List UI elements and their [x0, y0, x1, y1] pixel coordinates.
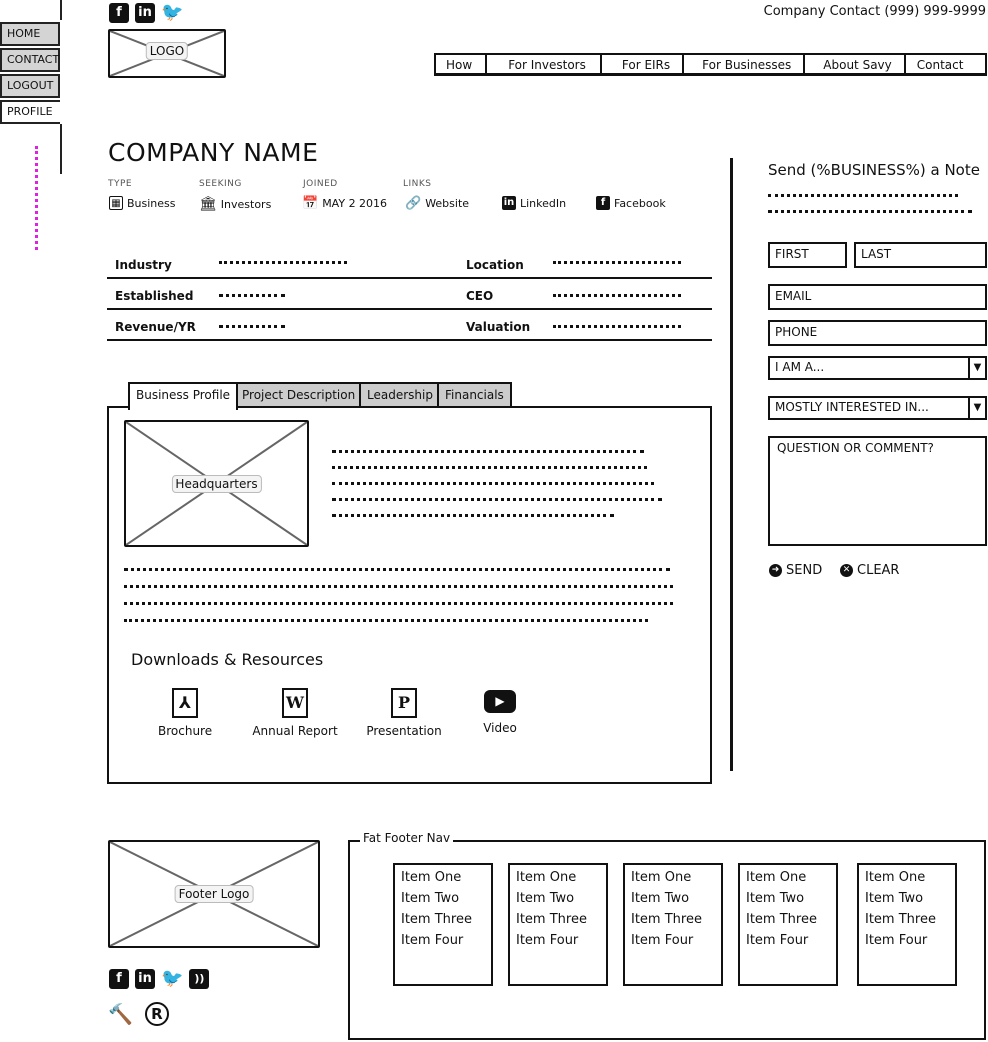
calendar-icon: 📅: [302, 196, 319, 211]
footer-link[interactable]: Item Three: [746, 912, 817, 927]
last-name-field[interactable]: LAST: [854, 242, 987, 268]
bank-icon: 🏛: [199, 196, 217, 212]
footer-logo-placeholder[interactable]: [108, 840, 320, 948]
company-name: COMPANY NAME: [108, 138, 319, 167]
info-row: [107, 279, 712, 310]
tab-project-description[interactable]: Project Description: [234, 382, 363, 408]
footer-link[interactable]: Item Three: [631, 912, 702, 927]
linkedin-text[interactable]: LinkedIn: [520, 196, 567, 210]
rss-icon[interactable]: )): [189, 969, 209, 989]
footer-link[interactable]: Item Four: [746, 933, 809, 948]
footer-column: [393, 863, 493, 986]
footer-extra-icons: [108, 1002, 169, 1026]
main-nav: [434, 53, 987, 76]
scribble-text: [332, 498, 662, 501]
nav-for-eirs[interactable]: For EIRs: [602, 55, 684, 73]
gavel-icon[interactable]: 🔨: [108, 1002, 133, 1026]
link-icon: 🔗: [405, 196, 422, 211]
download-presentation[interactable]: [364, 688, 444, 738]
footer-link[interactable]: Item One: [631, 870, 692, 885]
menu-rail: [60, 0, 62, 20]
nav-for-businesses[interactable]: For Businesses: [684, 55, 805, 73]
footer-nav-legend: Fat Footer Nav: [360, 831, 453, 845]
scribble-text: [219, 261, 347, 264]
footer-link[interactable]: Item Three: [865, 912, 936, 927]
scribble-text: [124, 585, 673, 588]
seeking-value: [199, 196, 271, 212]
valuation-label: Valuation: [466, 320, 531, 334]
scribble-text: [332, 514, 614, 517]
info-row: [107, 310, 712, 341]
scribble-text: [332, 450, 644, 453]
facebook-icon[interactable]: f: [109, 969, 129, 989]
footer-column: [738, 863, 838, 986]
scribble-text: [768, 210, 972, 213]
type-text: Business: [127, 196, 176, 210]
side-menu-profile[interactable]: PROFILE: [0, 100, 60, 124]
footer-link[interactable]: Item Four: [865, 933, 928, 948]
footer-column: [623, 863, 723, 986]
registered-icon[interactable]: R: [145, 1002, 169, 1026]
building-icon: ▦: [109, 196, 123, 210]
download-label[interactable]: Video: [483, 721, 517, 735]
download-label[interactable]: Brochure: [158, 724, 213, 738]
download-brochure[interactable]: [158, 688, 212, 738]
scribble-text: [124, 602, 673, 605]
i-am-select[interactable]: [768, 356, 987, 380]
linkedin-link[interactable]: [502, 196, 566, 210]
website-link[interactable]: [405, 196, 469, 211]
seeking-text: Investors: [220, 197, 272, 211]
chevron-down-icon[interactable]: ▼: [968, 398, 985, 418]
footer-link[interactable]: Item Three: [516, 912, 587, 927]
footer-column: [508, 863, 608, 986]
footer-link[interactable]: Item Two: [865, 891, 924, 906]
powerpoint-icon: P: [391, 688, 417, 718]
scribble-text: [768, 194, 958, 197]
ceo-label: CEO: [466, 289, 494, 303]
side-menu-home[interactable]: HOME: [0, 22, 60, 46]
send-label[interactable]: SEND: [786, 563, 823, 578]
joined-value: [302, 196, 387, 211]
header-social-icons: [109, 3, 183, 23]
tab-business-profile[interactable]: Business Profile: [128, 382, 238, 410]
comment-textarea[interactable]: QUESTION OR COMMENT?: [768, 436, 987, 546]
logo-placeholder[interactable]: [108, 29, 226, 78]
send-button[interactable]: [769, 563, 822, 578]
scribble-text: [553, 294, 681, 297]
nav-about-savy[interactable]: About Savy: [805, 55, 905, 73]
select-value: I AM A...: [775, 360, 825, 374]
interest-select[interactable]: [768, 396, 987, 420]
footer-link[interactable]: Item Two: [746, 891, 805, 906]
footer-link[interactable]: Item Two: [401, 891, 460, 906]
download-label[interactable]: Presentation: [366, 724, 442, 738]
footer-link[interactable]: Item Four: [401, 933, 464, 948]
scribble-text: [219, 325, 285, 328]
twitter-icon[interactable]: 🐦: [161, 968, 184, 989]
download-video[interactable]: [480, 688, 520, 735]
scribble-text: [332, 466, 647, 469]
nav-contact[interactable]: Contact: [916, 58, 964, 72]
footer-link[interactable]: Item One: [516, 870, 577, 885]
side-menu-logout[interactable]: LOGOUT: [0, 74, 60, 98]
download-label[interactable]: Annual Report: [252, 724, 338, 738]
company-contact: Company Contact (999) 999-9999: [763, 4, 986, 19]
youtube-icon: ▶: [484, 690, 516, 713]
scribble-text: [332, 482, 654, 485]
headquarters-image: [124, 420, 309, 547]
arrow-right-icon: ➜: [769, 564, 782, 577]
first-name-field[interactable]: FIRST: [768, 242, 847, 268]
revenue-label: Revenue/YR: [115, 320, 196, 334]
pdf-icon: ⅄: [172, 688, 198, 718]
chevron-down-icon[interactable]: ▼: [968, 358, 985, 378]
nav-for-investors[interactable]: For Investors: [487, 55, 602, 73]
established-label: Established: [115, 289, 194, 303]
tab-financials[interactable]: Financials: [437, 382, 512, 408]
info-row: [107, 248, 712, 279]
linkedin-icon: in: [503, 197, 515, 208]
note-form-title: Send (%BUSINESS%) a Note: [768, 161, 980, 179]
footer-link[interactable]: Item One: [401, 870, 462, 885]
clear-button[interactable]: [840, 563, 899, 578]
industry-label: Industry: [115, 258, 172, 272]
footer-link[interactable]: Item Two: [516, 891, 575, 906]
column-divider: [730, 158, 733, 771]
image-label: Headquarters: [171, 475, 261, 493]
seeking-heading: SEEKING: [199, 179, 242, 189]
menu-rail: [60, 124, 62, 174]
logo-label: LOGO: [146, 42, 188, 60]
footer-link[interactable]: Item Two: [631, 891, 690, 906]
select-value: MOSTLY INTERESTED IN...: [775, 400, 929, 414]
linkedin-icon[interactable]: in: [135, 969, 155, 989]
footer-link[interactable]: Item Four: [631, 933, 694, 948]
footer-link[interactable]: Item One: [746, 870, 807, 885]
scribble-text: [124, 619, 648, 622]
footer-link[interactable]: Item Four: [516, 933, 579, 948]
facebook-icon: f: [596, 196, 610, 210]
linkedin-icon[interactable]: in: [135, 3, 155, 23]
location-label: Location: [466, 258, 524, 272]
footer-social-icons: [109, 969, 209, 989]
scribble-text: [124, 568, 670, 571]
website-text[interactable]: Website: [425, 197, 470, 210]
scroll-indicator: [35, 146, 38, 250]
joined-text: MAY 2 2016: [322, 197, 388, 210]
footer-link[interactable]: Item One: [865, 870, 926, 885]
scribble-text: [553, 325, 681, 328]
footer-logo-label: Footer Logo: [175, 885, 254, 903]
footer-link[interactable]: Item Three: [401, 912, 472, 927]
type-value: [109, 196, 176, 210]
type-heading: TYPE: [108, 179, 133, 189]
downloads-title: Downloads & Resources: [131, 650, 324, 669]
facebook-link[interactable]: [596, 196, 666, 210]
download-annual-report[interactable]: [251, 688, 339, 738]
facebook-text[interactable]: Facebook: [614, 196, 666, 210]
scribble-text: [219, 294, 285, 297]
joined-heading: JOINED: [303, 179, 338, 189]
clear-label[interactable]: CLEAR: [857, 563, 900, 578]
scribble-text: [553, 261, 681, 264]
side-menu-contact[interactable]: CONTACT: [0, 48, 60, 72]
footer-column: [857, 863, 957, 986]
links-heading: LINKS: [403, 179, 432, 189]
facebook-icon[interactable]: f: [109, 3, 129, 23]
close-icon: ✕: [840, 564, 853, 577]
nav-how[interactable]: How: [436, 55, 487, 73]
word-doc-icon: W: [282, 688, 308, 718]
email-field[interactable]: EMAIL: [768, 284, 987, 310]
twitter-icon[interactable]: 🐦: [161, 2, 184, 23]
phone-field[interactable]: PHONE: [768, 320, 987, 346]
tab-leadership[interactable]: Leadership: [359, 382, 441, 408]
